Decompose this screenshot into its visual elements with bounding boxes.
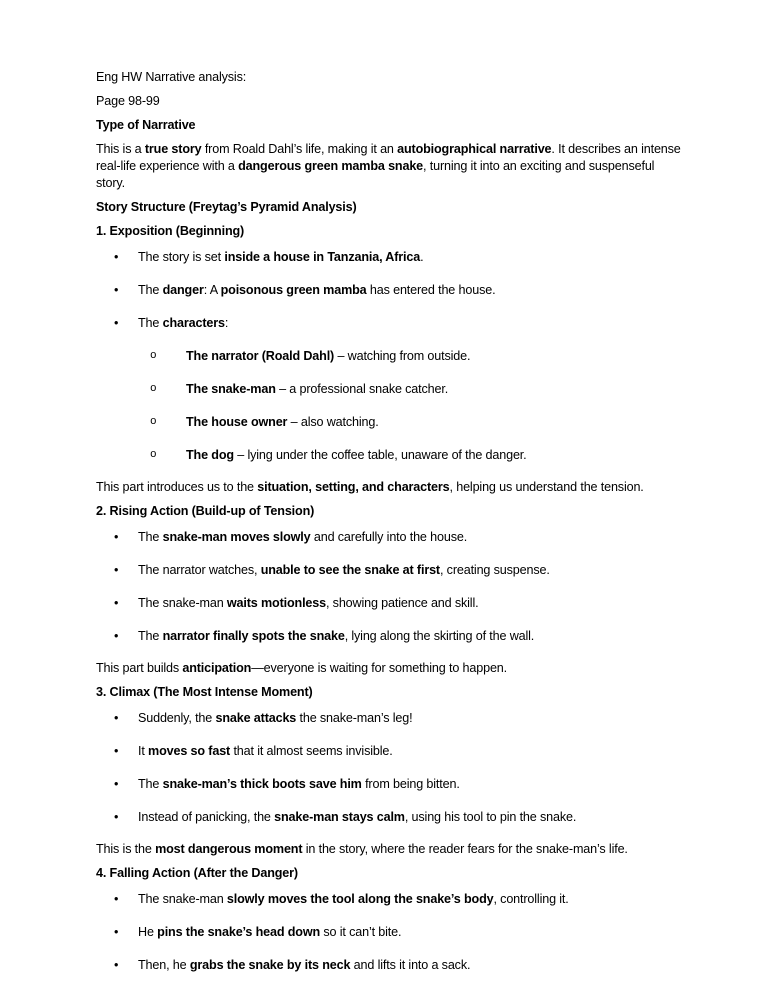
- text: The: [138, 283, 163, 297]
- bullet-item: [96, 628, 686, 645]
- text: The story is set: [138, 250, 225, 264]
- text: Instead of panicking, the: [138, 810, 275, 824]
- text: that it almost seems invisible.: [230, 744, 393, 758]
- text: The narrator watches,: [138, 563, 261, 577]
- heading: [96, 117, 686, 134]
- bold-text: 1. Exposition (Beginning): [96, 224, 245, 238]
- bullet-item: [96, 282, 686, 299]
- text: Eng HW Narrative analysis:: [96, 70, 247, 84]
- text: , turning it into an exciting and suspenseful story.: [96, 159, 655, 190]
- sub-bullet-item: [96, 447, 686, 464]
- text: has entered the house.: [366, 283, 496, 297]
- text: – also watching.: [287, 415, 379, 429]
- bold-text: waits motionless: [226, 596, 326, 610]
- paragraph: [96, 69, 686, 86]
- heading: [96, 199, 686, 216]
- bullet-item: [96, 743, 686, 760]
- bold-text: dangerous green mamba snake: [238, 159, 424, 173]
- bold-text: The snake-man: [186, 382, 276, 396]
- bold-text: 2. Rising Action (Build-up of Tension): [96, 504, 315, 518]
- text: . It describes an intense real-life experience with a: [96, 142, 681, 173]
- bold-text: characters: [162, 316, 225, 330]
- text: and lifts it into a sack.: [350, 958, 471, 972]
- sub-bullet-item: [96, 348, 686, 365]
- text: The: [138, 316, 163, 330]
- bullet-item: [96, 924, 686, 941]
- text: The: [138, 530, 163, 544]
- text: Page 98-99: [96, 94, 160, 108]
- bullet-item: [96, 776, 686, 793]
- text: , lying along the skirting of the wall.: [344, 629, 535, 643]
- text: Suddenly, the: [138, 711, 216, 725]
- paragraph: [96, 93, 686, 110]
- bold-text: snake-man’s thick boots save him: [162, 777, 362, 791]
- text: : A: [203, 283, 221, 297]
- text: The snake-man: [138, 596, 227, 610]
- bold-text: most dangerous moment: [155, 842, 303, 856]
- bold-text: The dog: [186, 448, 234, 462]
- bullet-item: [96, 809, 686, 826]
- bold-text: narrator finally spots the snake: [162, 629, 345, 643]
- text: – watching from outside.: [334, 349, 471, 363]
- bold-text: snake attacks: [215, 711, 297, 725]
- text: This part builds: [96, 661, 183, 675]
- text: He: [138, 925, 158, 939]
- document-page: [96, 69, 686, 990]
- text: and carefully into the house.: [310, 530, 468, 544]
- text: This is the: [96, 842, 156, 856]
- bullet-item: [96, 249, 686, 266]
- text: The: [138, 629, 163, 643]
- text: Then, he: [138, 958, 190, 972]
- text: It: [138, 744, 149, 758]
- paragraph: [96, 479, 686, 496]
- bold-text: autobiographical narrative: [397, 142, 552, 156]
- heading: [96, 684, 686, 701]
- bold-text: pins the snake’s head down: [157, 925, 321, 939]
- bold-text: Type of Narrative: [96, 118, 196, 132]
- bullet-item: [96, 957, 686, 974]
- bold-text: anticipation: [182, 661, 252, 675]
- bullet-item: [96, 562, 686, 579]
- bullet-item: [96, 891, 686, 908]
- text: This part introduces us to the: [96, 480, 258, 494]
- text: so it can’t bite.: [320, 925, 402, 939]
- bold-text: slowly moves the tool along the snake’s body: [226, 892, 494, 906]
- bold-text: situation, setting, and characters: [257, 480, 450, 494]
- bold-text: true story: [144, 142, 202, 156]
- bold-text: snake-man stays calm: [274, 810, 405, 824]
- text: – lying under the coffee table, unaware of the danger.: [233, 448, 527, 462]
- text: , controlling it.: [493, 892, 569, 906]
- sub-bullet-item: [96, 414, 686, 431]
- bold-text: grabs the snake by its neck: [189, 958, 351, 972]
- sub-bullet-item: [96, 381, 686, 398]
- bold-text: unable to see the snake at first: [260, 563, 440, 577]
- text: , using his tool to pin the snake.: [404, 810, 577, 824]
- bold-text: poisonous green mamba: [220, 283, 367, 297]
- bullet-item: [96, 315, 686, 332]
- bold-text: The narrator (Roald Dahl): [186, 349, 335, 363]
- text: This is a: [96, 142, 145, 156]
- text: , creating suspense.: [439, 563, 550, 577]
- heading: [96, 503, 686, 520]
- paragraph: [96, 141, 686, 192]
- heading: [96, 865, 686, 882]
- heading: [96, 223, 686, 240]
- text: , showing patience and skill.: [325, 596, 479, 610]
- bold-text: 4. Falling Action (After the Danger): [96, 866, 298, 880]
- text: from being bitten.: [361, 777, 460, 791]
- paragraph: [96, 660, 686, 677]
- bullet-item: [96, 595, 686, 612]
- bullet-item: [96, 529, 686, 546]
- bold-text: moves so fast: [148, 744, 231, 758]
- bold-text: The house owner: [186, 415, 288, 429]
- text: – a professional snake catcher.: [275, 382, 449, 396]
- text: The snake-man: [138, 892, 227, 906]
- text: , helping us understand the tension.: [449, 480, 644, 494]
- text: —everyone is waiting for something to happen.: [251, 661, 508, 675]
- text: :: [224, 316, 229, 330]
- bold-text: 3. Climax (The Most Intense Moment): [96, 685, 313, 699]
- text: The: [138, 777, 163, 791]
- bold-text: snake-man moves slowly: [162, 530, 311, 544]
- bold-text: danger: [162, 283, 204, 297]
- text: in the story, where the reader fears for the snake-man’s life.: [302, 842, 628, 856]
- bold-text: inside a house in Tanzania, Africa: [224, 250, 421, 264]
- text: the snake-man’s leg!: [296, 711, 413, 725]
- paragraph: [96, 841, 686, 858]
- bullet-item: [96, 710, 686, 727]
- text: from Roald Dahl’s life, making it an: [201, 142, 398, 156]
- text: .: [420, 250, 424, 264]
- bold-text: Story Structure (Freytag’s Pyramid Analysis): [96, 200, 357, 214]
